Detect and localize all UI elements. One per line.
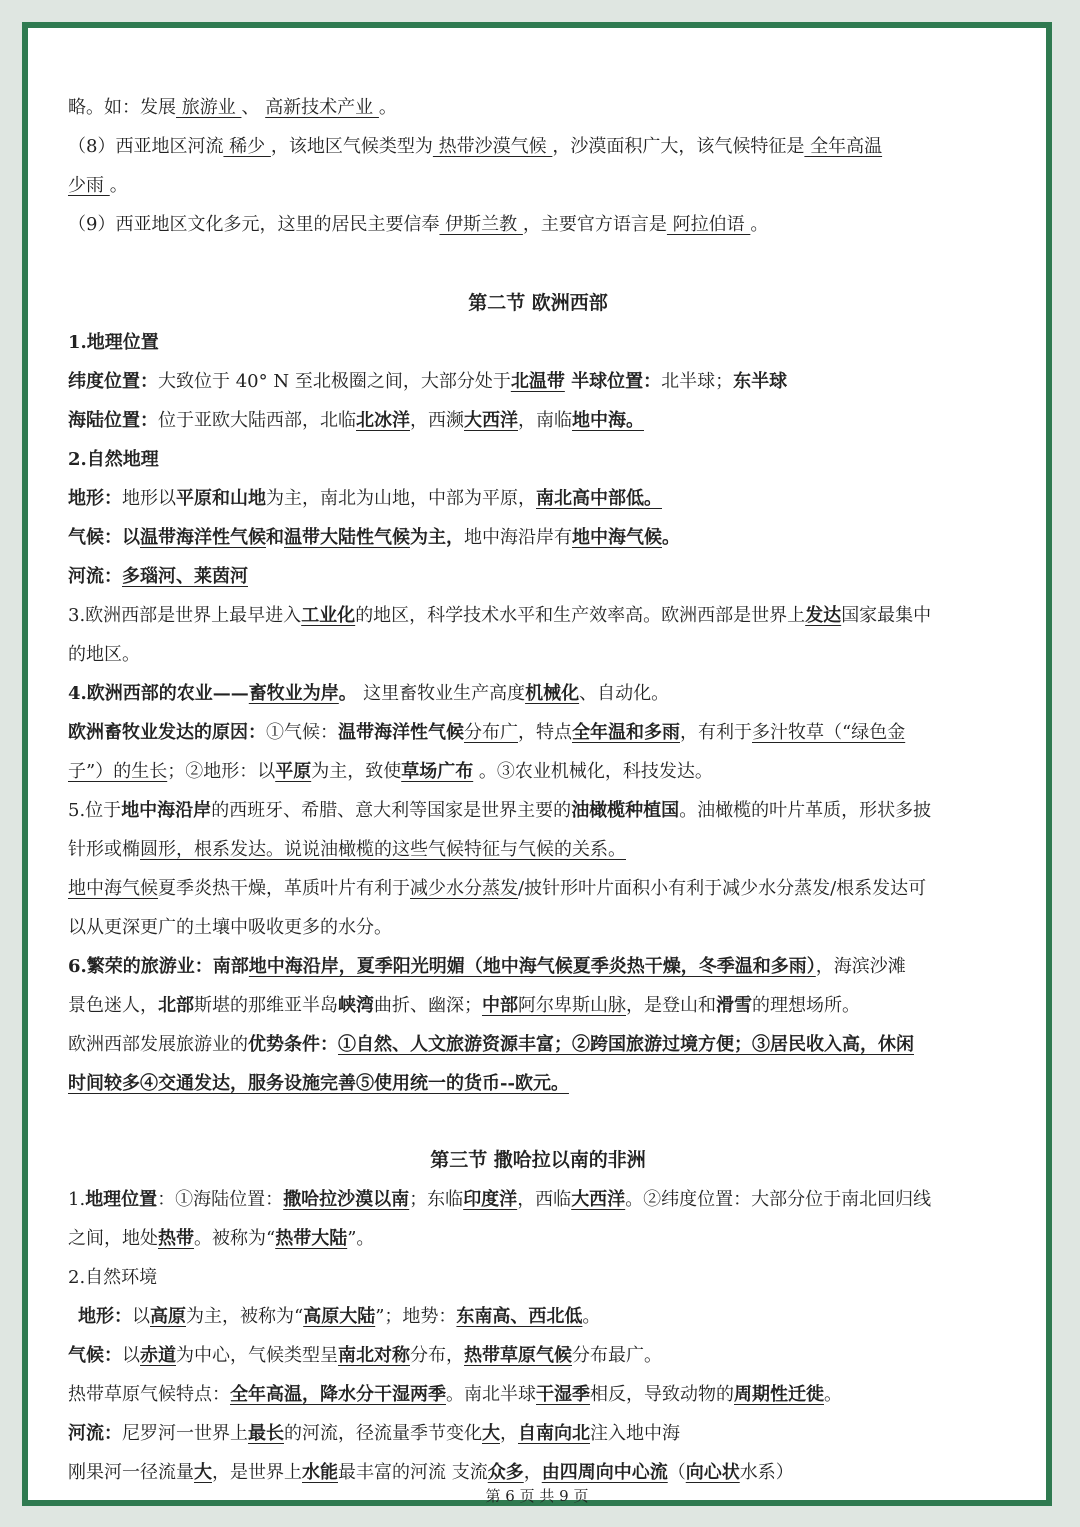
text-line — [68, 88, 1008, 127]
label: 河流： — [68, 1423, 122, 1444]
answer: 少雨 — [68, 175, 110, 196]
text: （ — [667, 1462, 686, 1483]
text: 。 — [582, 1306, 601, 1327]
text: 斯堪的那维亚半岛 — [194, 995, 338, 1016]
section-title: 第二节 欧洲西部 — [468, 292, 608, 314]
text: 。 — [824, 1384, 842, 1405]
text-line — [68, 1219, 1008, 1258]
label: 地形： — [78, 1306, 132, 1327]
page-frame — [22, 22, 1052, 1506]
answer: 大西洋 — [571, 1189, 626, 1210]
text: （9）西亚地区文化多元，这里的居民主要信奉 — [68, 214, 440, 235]
text: 国家最集中 — [841, 605, 932, 626]
answer: 阿尔卑斯山脉 — [518, 995, 626, 1016]
text: 。被称为“ — [194, 1228, 276, 1249]
text: 分布最广。 — [572, 1345, 662, 1366]
text: ，主要官方语言是 — [522, 214, 667, 235]
label: 中部 — [482, 995, 518, 1016]
answer: 大西洋 — [464, 410, 518, 431]
answer: ①自然、人文旅游资源丰富；②跨国旅游过境方便；③居民收入高，休闲 — [338, 1034, 914, 1055]
text: ”；地势： — [375, 1306, 457, 1327]
text: ①气候： — [266, 722, 338, 743]
answer: 全年温和多雨 — [572, 722, 680, 743]
answer: 地中海气候 — [68, 878, 158, 899]
answer: 地中海沿岸 — [121, 800, 212, 821]
text: ：①海陆位置： — [157, 1189, 284, 1210]
answer: 向心状 — [685, 1462, 740, 1483]
text: 为主， — [410, 527, 464, 548]
text: 大致位于 40° N 至北极圈之间，大部分处于 — [158, 371, 511, 392]
answer: 周期性迁徙 — [734, 1384, 824, 1405]
text: 北半球； — [661, 371, 734, 392]
label: 热带草原气候特点： — [68, 1384, 230, 1405]
answer: 干湿季 — [536, 1384, 590, 1405]
text: ， — [523, 1462, 542, 1483]
text: 、 — [241, 97, 266, 118]
text-line — [68, 947, 1008, 986]
label: 纬度位置： — [68, 371, 158, 392]
answer: 全年高温，降水分干湿两季 — [230, 1384, 446, 1405]
text: 注入地中海 — [590, 1423, 680, 1444]
label: 优势条件： — [248, 1034, 338, 1055]
answer: 热带沙漠气候 — [432, 136, 553, 157]
text: ，沙漠面积广大，该气候特征是 — [552, 136, 805, 157]
answer: 高新技术产业 — [265, 97, 379, 118]
answer: 全年高温 — [804, 136, 883, 157]
text-line — [68, 205, 1008, 244]
answer: 大 — [194, 1462, 212, 1483]
text: 略。如：发展 — [68, 97, 176, 118]
text: （8）西亚地区河流 — [68, 136, 224, 157]
text: 尼罗河一世界上 — [122, 1423, 248, 1444]
label: 气候： — [68, 527, 122, 548]
label: 河流： — [68, 566, 122, 587]
answer: 地中海气候 — [572, 527, 662, 548]
text-line: 以从更深更广的土壤中吸收更多的水分。 — [68, 917, 392, 938]
answer: 高原 — [150, 1306, 186, 1327]
heading: 2.自然地理 — [68, 449, 159, 470]
answer: 温带大陆性气候 — [284, 527, 410, 548]
text-line — [68, 362, 1008, 401]
page-content — [68, 88, 1008, 1492]
text: 为主，南北为山地，中部为平原， — [266, 488, 536, 509]
label: 北部 — [158, 995, 194, 1016]
answer: 地中海沿岸，夏季阳光明媚（地中海气候夏季炎热干燥，冬季温和多雨） — [248, 956, 816, 977]
text: 针形或椭 — [68, 839, 140, 860]
text: 欧洲西部发展旅游业的 — [68, 1034, 248, 1055]
text-line — [68, 127, 1008, 166]
text-line — [68, 1375, 1008, 1414]
text: 分布， — [410, 1345, 464, 1366]
text: 的河流，径流量季节变化 — [284, 1423, 482, 1444]
answer: 发达 — [805, 605, 842, 626]
answer: 大 — [482, 1423, 500, 1444]
text: 景色迷人， — [68, 995, 158, 1016]
text-line — [68, 166, 1008, 205]
answer: 工业化 — [301, 605, 356, 626]
text: 以 — [122, 1345, 140, 1366]
answer: 稀少 — [223, 136, 271, 157]
text: 相反，导致动物的 — [590, 1384, 734, 1405]
text: ，有利于 — [680, 722, 752, 743]
answer: 南北对称 — [338, 1345, 410, 1366]
text-line — [68, 674, 1008, 713]
answer: 多瑙河、莱茵河 — [122, 566, 248, 587]
text: ，是世界上 — [212, 1462, 302, 1483]
text: 之间，地处 — [68, 1228, 158, 1249]
answer: 子”）的生长 — [68, 761, 168, 782]
answer: 畜牧业为岸 — [248, 683, 339, 704]
answer: 热带大陆 — [275, 1228, 348, 1249]
text: ，特点 — [518, 722, 572, 743]
answer: 地中海。 — [572, 410, 644, 431]
text: 。油橄榄的叶片革质，形状多披 — [679, 800, 932, 821]
text-line — [68, 1297, 1008, 1336]
answer: 赤道 — [140, 1345, 176, 1366]
heading: 1.地理位置 — [68, 332, 159, 353]
text: ”。 — [347, 1228, 375, 1249]
text: ，是登山和 — [626, 995, 716, 1016]
answer: 北温带 — [510, 371, 565, 392]
text: 位于亚欧大陆西部，北临 — [158, 410, 356, 431]
section-title: 第三节 撒哈拉以南的非洲 — [430, 1149, 646, 1171]
answer: 众多 — [487, 1462, 524, 1483]
answer: 撒哈拉沙漠以南 — [283, 1189, 410, 1210]
text-line: 时间较多④交通发达，服务设施完善⑤使用统一的货币--欧元。 — [68, 1073, 569, 1094]
text: 以 — [132, 1306, 150, 1327]
text-line — [68, 752, 1008, 791]
text: 最丰富的河流 支流 — [338, 1462, 488, 1483]
text: 。②纬度位置：大部分位于南北回归线 — [625, 1189, 932, 1210]
text: 。 — [378, 97, 397, 118]
answer: 东南高、西北低 — [456, 1306, 583, 1327]
answer: 水能 — [302, 1462, 338, 1483]
answer: 温带海洋性气候 — [140, 527, 266, 548]
answer: 南北高中部低。 — [536, 488, 662, 509]
text: 曲折、幽深； — [374, 995, 482, 1016]
text-line — [68, 713, 1008, 752]
answer: 热带 — [158, 1228, 194, 1249]
text: ；东临 — [409, 1189, 464, 1210]
answer: 东半球 — [733, 371, 788, 392]
text: ，西临 — [517, 1189, 572, 1210]
text: 的理想场所。 — [752, 995, 860, 1016]
answer: 平原和山地 — [176, 488, 266, 509]
text: 。 — [109, 175, 128, 196]
text: 水系） — [739, 1462, 794, 1483]
text-line — [68, 596, 1008, 635]
text: 。 — [750, 214, 769, 235]
text: 。 — [662, 527, 680, 548]
label: 欧洲畜牧业发达的原因： — [68, 722, 266, 743]
text: ， — [500, 1423, 518, 1444]
text: ，西濒 — [410, 410, 464, 431]
text-line: 的地区。 — [68, 644, 140, 665]
text: 。南北半球 — [446, 1384, 536, 1405]
text-line — [68, 986, 1008, 1025]
text-line — [68, 1180, 1008, 1219]
text: ；②地形：以 — [167, 761, 276, 782]
answer: 峡湾 — [338, 995, 374, 1016]
text: 为主，被称为“ — [186, 1306, 304, 1327]
heading-text: 4.欧洲西部的农业—— — [68, 683, 249, 704]
text: 这里畜牧业生产高度 — [363, 683, 526, 704]
text: ，海滨沙滩 — [815, 956, 906, 977]
text: 的地区，科学技术水平和生产效率高。欧洲西部是世界上 — [355, 605, 806, 626]
text-line — [68, 518, 1008, 557]
answer: 油橄榄种植国 — [571, 800, 680, 821]
text: ，南临 — [518, 410, 572, 431]
text: 地形以 — [122, 488, 176, 509]
answer: 北冰洋 — [356, 410, 410, 431]
answer: 温带海洋性气候 — [338, 722, 464, 743]
text: 的西班牙、希腊、意大利等国家是世界主要的 — [211, 800, 572, 821]
answer: 印度洋 — [463, 1189, 518, 1210]
text-line — [68, 1414, 1008, 1453]
label: 半球位置： — [564, 371, 662, 392]
heading-text: 地理位置 — [85, 1189, 158, 1210]
text-line — [68, 869, 1008, 908]
answer: 由四周向中心流 — [541, 1462, 668, 1483]
answer: 圆形，根系发达。说说油橄榄的这些气候特征与气候的关系。 — [140, 839, 626, 860]
answer: 多汁牧草（“绿色金 — [752, 722, 906, 743]
text: 地中海沿岸有 — [464, 527, 572, 548]
text-line — [68, 401, 1008, 440]
text-line — [68, 1025, 1008, 1064]
answer: 伊斯兰教 — [439, 214, 523, 235]
text: 为中心，气候类型呈 — [176, 1345, 338, 1366]
text: 。 — [338, 683, 364, 704]
text: 5.位于 — [68, 800, 122, 821]
text: 。③农业机械化，科技发达。 — [473, 761, 713, 782]
answer: 热带草原气候 — [464, 1345, 572, 1366]
answer: 最长 — [248, 1423, 284, 1444]
answer: 高原大陆 — [303, 1306, 376, 1327]
text: 、自动化。 — [579, 683, 670, 704]
answer: 分布广 — [464, 722, 518, 743]
answer: 滑雪 — [716, 995, 752, 1016]
text: 以 — [122, 527, 140, 548]
text: /披针形叶片面积小有利于减少水分蒸发/根系发达可 — [518, 878, 927, 899]
heading-text: 6.繁荣的旅游业：南部 — [68, 956, 249, 977]
label: 地形： — [68, 488, 122, 509]
page-footer: 第 6 页 共 9 页 — [485, 1487, 589, 1505]
text-line — [68, 791, 1008, 830]
text: 1. — [68, 1189, 86, 1210]
answer: 阿拉伯语 — [666, 214, 751, 235]
heading: 2.自然环境 — [68, 1267, 158, 1288]
text: 3.欧洲西部是世界上最早进入 — [68, 605, 302, 626]
text-line — [68, 830, 1008, 869]
answer: 减少水分蒸发 — [410, 878, 518, 899]
text-line — [68, 479, 1008, 518]
text-line — [68, 557, 1008, 596]
answer: 旅游业 — [176, 97, 242, 118]
answer: 平原 — [275, 761, 312, 782]
text-line — [68, 1336, 1008, 1375]
answer: 自南向北 — [518, 1423, 590, 1444]
text: 夏季炎热干燥，革质叶片有利于 — [158, 878, 410, 899]
text: 刚果河一径流量 — [68, 1462, 194, 1483]
answer: 机械化 — [525, 683, 580, 704]
label: 气候： — [68, 1345, 122, 1366]
label: 海陆位置： — [68, 410, 158, 431]
text: 为主，致使 — [311, 761, 402, 782]
answer: 草场广布 — [401, 761, 474, 782]
text: 和 — [266, 527, 284, 548]
text: ，该地区气候类型为 — [270, 136, 433, 157]
